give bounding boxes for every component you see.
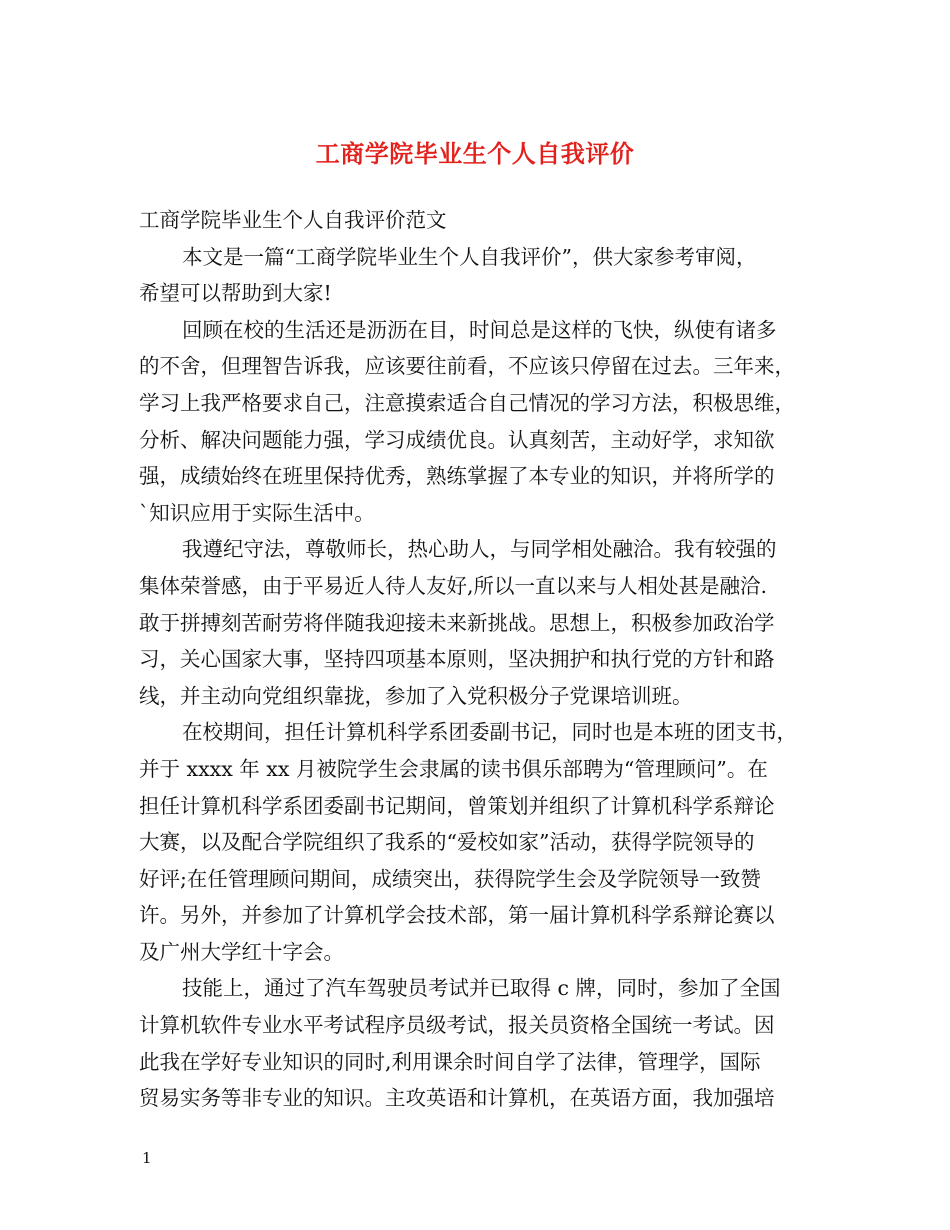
text-line: 学习上我严格要求自己，注意摸索适合自己情况的学习方法，积极思维， xyxy=(139,390,795,415)
document-body xyxy=(139,202,819,1117)
text-line: 许。另外，并参加了计算机学会技术部，第一届计算机科学系辩论赛以 xyxy=(139,903,775,928)
subtitle-line: 工商学院毕业生个人自我评价范文 xyxy=(139,208,447,232)
text-line: 并于 xxxx 年 xx 月被院学生会隶属的读书俱乐部聘为“管理顾问”。在 xyxy=(139,756,768,781)
text-line: 本文是一篇“工商学院毕业生个人自我评价”，供大家参考审阅， xyxy=(182,244,757,269)
text-line: 在校期间，担任计算机科学系团委副书记，同时也是本班的团支书， xyxy=(182,720,797,745)
text-line: 及广州大学红十字会。 xyxy=(139,939,344,964)
text-line: 计算机软件专业水平考试程序员级考试，报关员资格全国统一考试。因 xyxy=(139,1013,775,1038)
text-line: 贸易实务等非专业的知识。主攻英语和计算机，在英语方面，我加强培 xyxy=(139,1086,775,1111)
text-line: 技能上，通过了汽车驾驶员考试并已取得 c 牌，同时，参加了全国 xyxy=(182,976,781,1001)
text-line: 集体荣誉感，由于平易近人待人友好,所以一直以来与人相处甚是融洽. xyxy=(139,573,768,598)
text-line: 大赛，以及配合学院组织了我系的“爱校如家”活动，获得学院领导的 xyxy=(139,830,755,855)
text-line: 强，成绩始终在班里保持优秀，熟练掌握了本专业的知识，并将所学的 xyxy=(139,464,775,489)
text-line: 我遵纪守法，尊敬师长，热心助人，与同学相处融洽。我有较强的 xyxy=(182,537,777,562)
text-line: 习，关心国家大事，坚持四项基本原则，坚决拥护和执行党的方针和路 xyxy=(139,647,775,672)
page-number: 1 xyxy=(142,1149,152,1167)
document-title: 工商学院毕业生个人自我评价 xyxy=(315,139,635,168)
text-line: 的不舍，但理智告诉我，应该要往前看，不应该只停留在过去。三年来， xyxy=(139,354,795,379)
text-line: 分析、解决问题能力强，学习成绩优良。认真刻苦，主动好学，求知欲 xyxy=(139,427,775,452)
text-line: 敢于拼搏刻苦耐劳将伴随我迎接未来新挑战。思想上，积极参加政治学 xyxy=(139,610,775,635)
text-line: 好评;在任管理顾问期间，成绩突出，获得院学生会及学院领导一致赞 xyxy=(139,866,761,891)
text-line: 回顾在校的生活还是沥沥在目，时间总是这样的飞快，纵使有诸多 xyxy=(182,317,777,342)
text-line: 此我在学好专业知识的同时,利用课余时间自学了法律，管理学，国际 xyxy=(139,1049,761,1074)
text-line: 担任计算机科学系团委副书记期间，曾策划并组织了计算机科学系辩论 xyxy=(139,793,775,818)
text-line: 线，并主动向党组织靠拢，参加了入党积极分子党课培训班。 xyxy=(139,683,693,708)
text-line: 希望可以帮助到大家! xyxy=(139,281,332,306)
text-line: `知识应用于实际生活中。 xyxy=(139,500,375,525)
